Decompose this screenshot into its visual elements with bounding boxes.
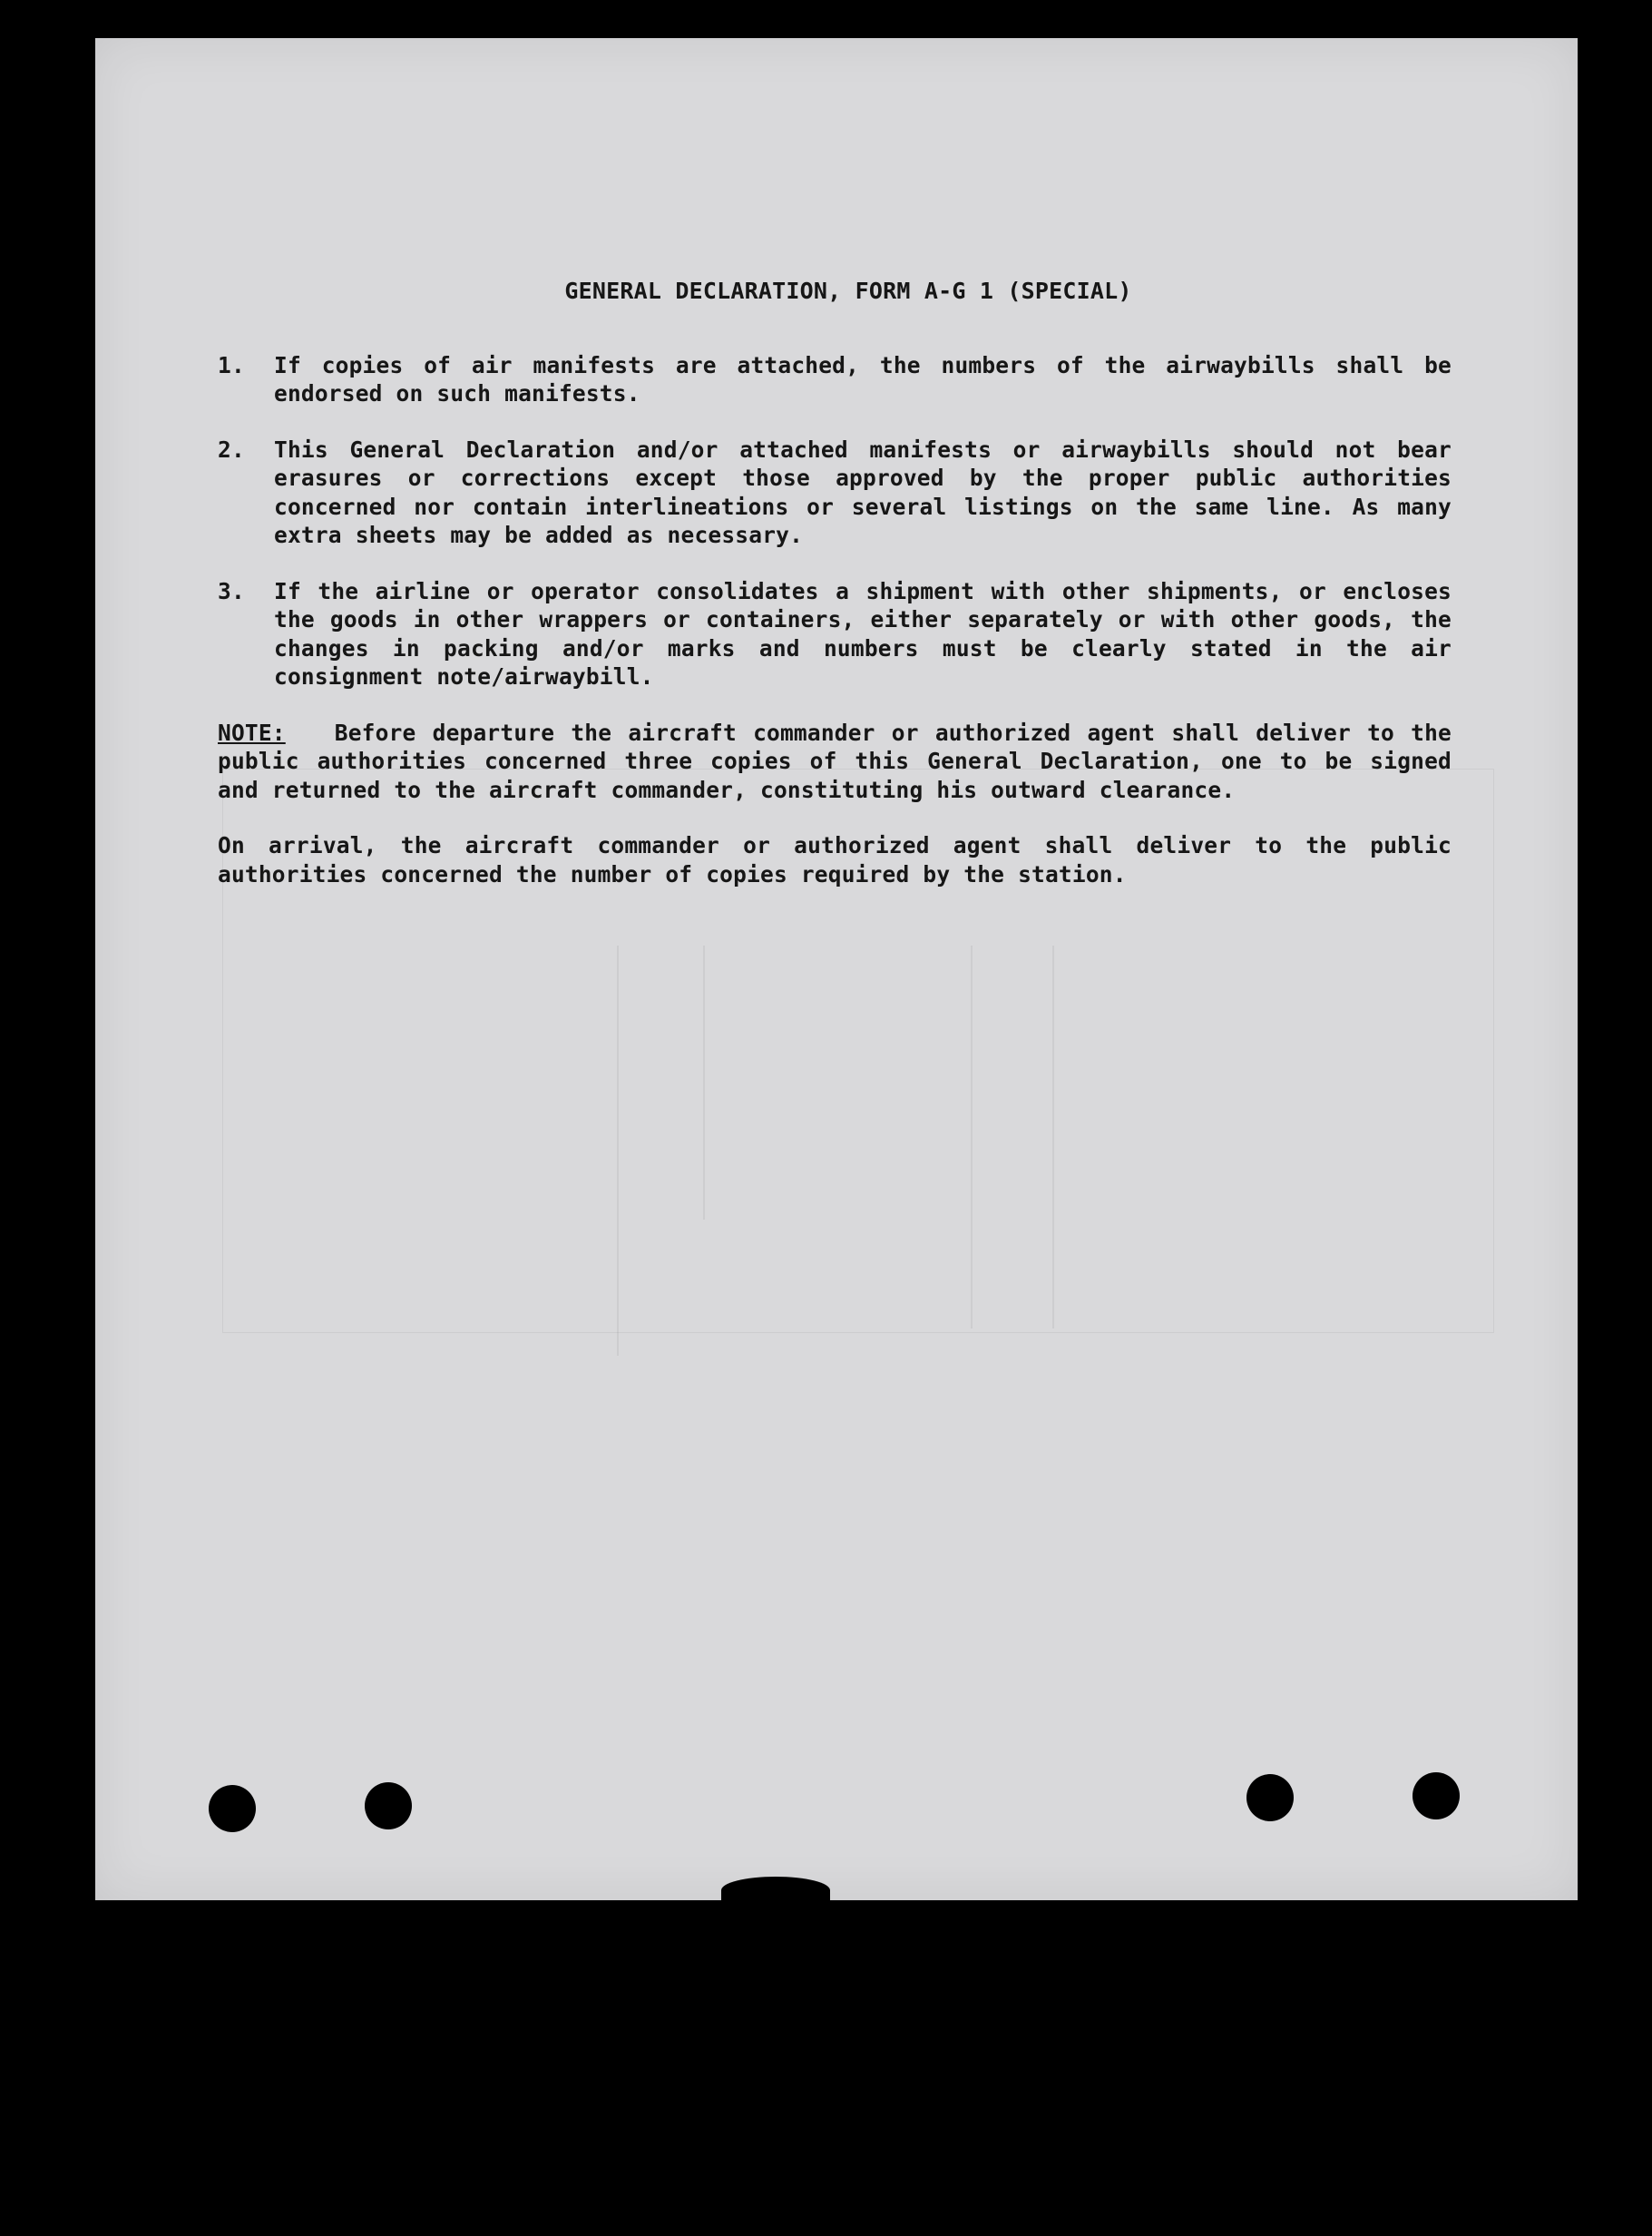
bleed-through-line [703,946,705,1220]
item-text: This General Declaration and/or attached manifests or airwaybills should not bear erasures or corrections except those approved by the proper public authorities concerned nor contain interlineations or several listings on the same line. As many extra sheets may be added as necessary. [274,436,1452,548]
list-item [218,436,1452,550]
document-title: GENERAL DECLARATION, FORM A-G 1 (SPECIAL) [564,278,1132,304]
note-text: Before departure the aircraft commander or authorized agent shall deliver to the public authorities concerned three copies of this General Declaration, one to be signed and returned to the aircraft commander, constituting his outward clearance. [218,719,1452,803]
item-number: 3. [218,577,245,604]
arrival-section [218,831,1452,888]
list-item [218,577,1452,691]
note-label: NOTE: [218,719,286,746]
punch-hole [1246,1774,1294,1821]
bleed-through-line [971,946,973,1329]
torn-edge [721,1877,830,1904]
punch-hole [1413,1772,1460,1819]
bleed-through-line [1052,946,1054,1329]
item-text: If the airline or operator consolidates a shipment with other shipments, or encloses the goods in other wrappers or containers, either separately or with other goods, the changes in packing and/or marks and numbers must be clearly stated in the air consignment note/airwaybill. [274,577,1452,690]
item-text: If copies of air manifests are attached, the numbers of the airwaybills shall be endorsed on such manifests. [274,351,1452,407]
declaration-instructions [218,277,1452,888]
bleed-through-line [617,946,619,1356]
note-paragraph [218,719,1452,805]
item-number: 2. [218,436,245,463]
note-section [218,719,1452,805]
punch-hole [209,1785,256,1832]
list-item [218,351,1452,408]
item-number: 1. [218,351,245,378]
punch-hole [365,1782,412,1829]
arrival-text: On arrival, the aircraft commander or authorized agent shall deliver to the public authorities concerned the number of copies required by the station. [218,832,1452,888]
